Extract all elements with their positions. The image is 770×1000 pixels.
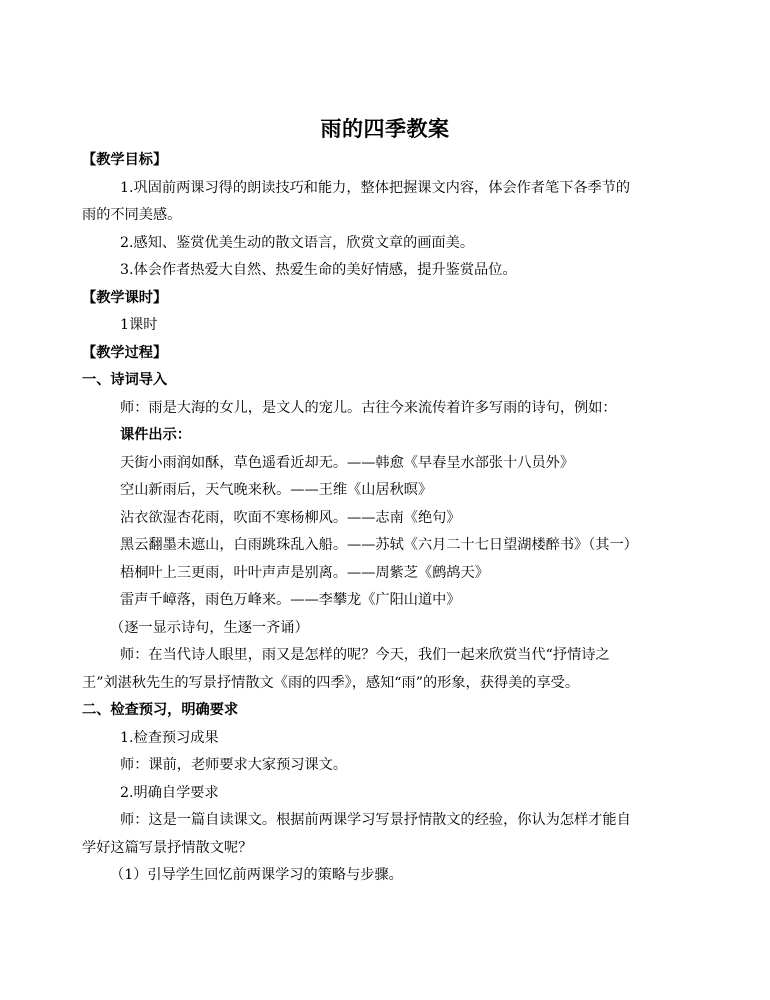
paragraph-line: 师：在当代诗人眼里，雨又是怎样的呢？今天，我们一起来欣赏当代“抒情诗之	[120, 647, 610, 663]
document-title: 雨的四季教案	[320, 116, 450, 141]
poem-line: 天街小雨润如酥，草色遥看近却无。——韩愈《早春呈水部张十八员外》	[120, 454, 575, 471]
paragraph-line: 师：雨是大海的女儿，是文人的宠儿。古往今来流传着许多写雨的诗句，例如：	[120, 399, 617, 416]
document-body	[82, 150, 688, 893]
section-heading-class-hours: 【教学课时】	[82, 289, 168, 306]
paragraph-line: （1）引导学生回忆前两课学习的策略与步骤。	[110, 867, 403, 883]
paragraph-line: 3.体会作者热爱大自然、热爱生命的美好情感，提升鉴赏品位。	[120, 262, 517, 278]
paragraph-line: 雨的不同美感。	[82, 207, 182, 223]
section-heading-process: 【教学过程】	[82, 344, 168, 361]
paragraph-line: 师：课前，老师要求大家预习课文。	[120, 757, 348, 773]
poem-line: 黑云翻墨未遮山，白雨跳珠乱入船。——苏轼《六月二十七日望湖楼醉书》（其一）	[120, 537, 638, 553]
paragraph-line: 1课时	[120, 317, 158, 333]
paragraph-line: 1.巩固前两课习得的朗读技巧和能力，整体把握课文内容，体会作者笔下各季节的	[120, 179, 631, 196]
section-heading-objectives: 【教学目标】	[82, 152, 168, 168]
instruction-note: （逐一显示诗句，生逐一齐诵）	[110, 619, 309, 636]
paragraph-line: 2.感知、鉴赏优美生动的散文语言，欣赏文章的画面美。	[120, 234, 475, 251]
poem-line: 空山新雨后，天气晚来秋。——王维《山居秋暝》	[120, 482, 433, 498]
paragraph-line: 学好这篇写景抒情散文呢？	[82, 839, 253, 856]
poem-line: 梧桐叶上三更雨，叶叶声声是别离。——周紫芝《鹧鸪天》	[120, 564, 489, 581]
poem-line: 雷声千嶂落，雨色万峰来。——李攀龙《广阳山道中》	[120, 592, 461, 608]
subsection-heading-poem-intro: 一、诗词导入	[82, 372, 168, 388]
paragraph-line: 师：这是一篇自读课文。根据前两课学习写景抒情散文的经验，你认为怎样才能自	[120, 812, 631, 828]
subsection-heading-preview-check: 二、检查预习，明确要求	[82, 702, 239, 718]
paragraph-line: 2.明确自学要求	[120, 784, 219, 801]
poem-line: 沾衣欲湿杏花雨，吹面不寒杨柳风。——志南《绝句》	[120, 509, 461, 526]
paragraph-line: 1.检查预习成果	[120, 729, 219, 746]
paragraph-line: 王”刘湛秋先生的写景抒情散文《雨的四季》，感知“雨”的形象，获得美的享受。	[82, 674, 580, 691]
courseware-label: 课件出示：	[120, 427, 191, 443]
